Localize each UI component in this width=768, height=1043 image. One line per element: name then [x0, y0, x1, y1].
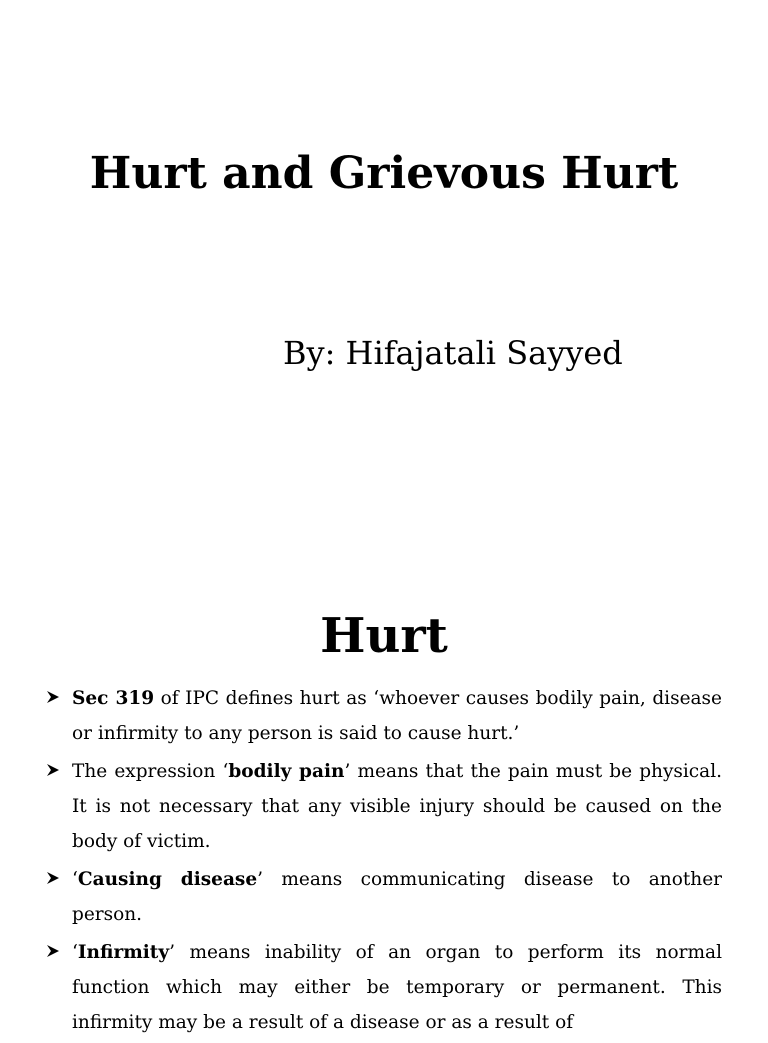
document-title: Hurt and Grievous Hurt	[89, 148, 679, 199]
bullet-prefix: ‘	[72, 869, 78, 890]
bullet-bold-term: Infirmity	[77, 942, 170, 963]
bullet-item-sec-319	[72, 681, 722, 751]
bullet-list	[72, 681, 722, 1043]
bullet-bold-term: Causing disease	[77, 869, 258, 890]
bullet-item-bodily-pain	[72, 754, 722, 859]
arrowhead-bullet-icon	[46, 754, 60, 789]
arrowhead-bullet-icon	[46, 681, 60, 716]
bullet-bold-term: bodily pain	[228, 761, 345, 782]
author-line: By: Hifajatali Sayyed	[283, 334, 623, 372]
bullet-bold-lead: Sec 319	[72, 688, 155, 709]
bullet-text: ’ means inability of an organ to perform its normal function which may either be temporary or permanent. This infirmity may be a result of a disease or as a result of	[72, 942, 722, 1033]
bullet-prefix: ‘	[72, 942, 78, 963]
bullet-item-causing-disease	[72, 862, 722, 932]
bullet-prefix: The expression ‘	[72, 761, 229, 782]
bullet-text: ’ means that the pain must be physical. It is not necessary that any visible injury should be caused on the body of victim.	[72, 761, 722, 852]
bullet-text: of IPC defines hurt as ‘whoever causes bodily pain, disease or infirmity to any person is said to cause hurt.’	[72, 688, 723, 744]
bullet-item-infirmity	[72, 935, 722, 1040]
section-heading: Hurt	[320, 608, 448, 664]
bullet-text: ’ means communicating disease to another person.	[72, 869, 722, 925]
arrowhead-bullet-icon	[46, 935, 60, 970]
arrowhead-bullet-icon	[46, 862, 60, 897]
content-slide	[0, 560, 768, 1033]
